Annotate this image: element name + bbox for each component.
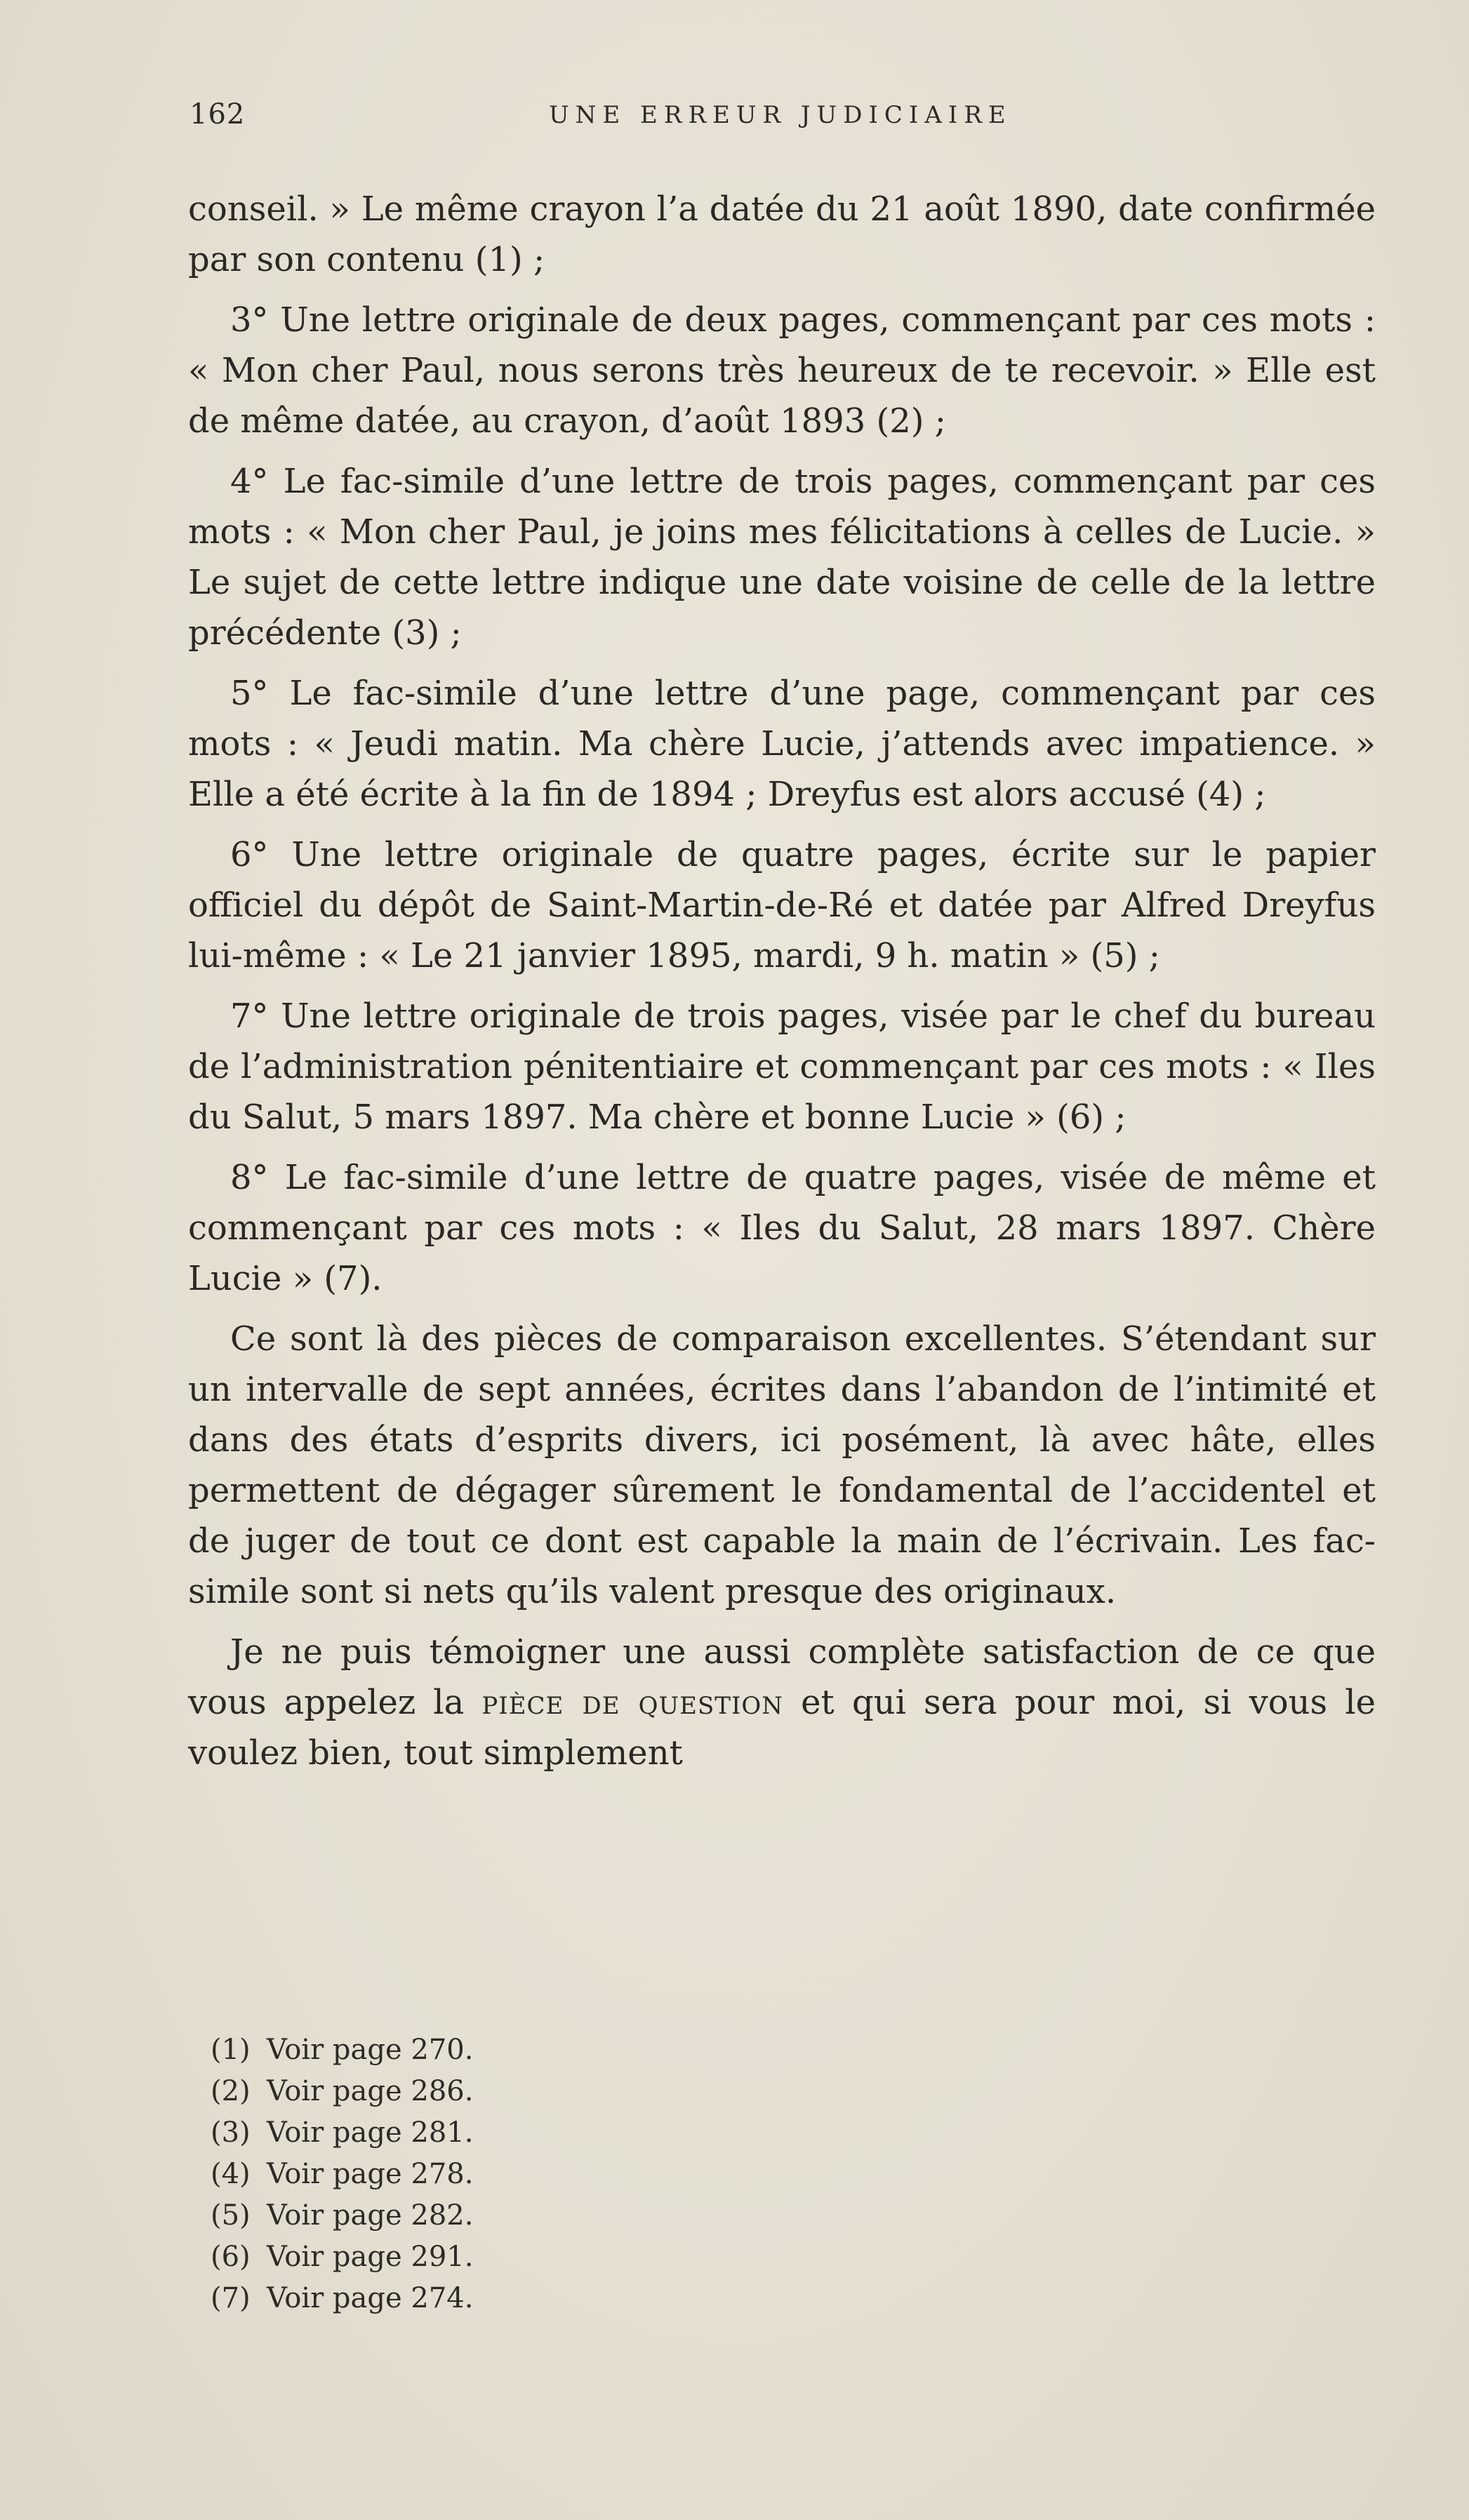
footnote: [211, 2278, 473, 2319]
footnote: [211, 2154, 473, 2195]
paragraph-item-5: 5° Le fac-simile d’une lettre d’une page, commençant par ces mots : « Jeudi matin. Ma chère Lucie, j’attends avec impatience. » Elle a été écrite à la fin de 1894 ; Dreyfus est alors accusé (4) ;: [188, 674, 1376, 814]
page-header: [190, 98, 1383, 140]
footnote-number: (7): [211, 2282, 251, 2314]
paragraph-1: conseil. » Le même crayon l’a datée du 21 août 1890, date confirmée par son contenu (1) ;: [188, 189, 1376, 279]
footnote-number: (3): [211, 2116, 251, 2149]
footnote-number: (1): [211, 2034, 251, 2066]
paragraph-item-3: 3° Une lettre originale de deux pages, commençant par ces mots : « Mon cher Paul, nous serons très heureux de te recevoir. » Elle est de même datée, au crayon, d’août 1893 (2) ;: [188, 300, 1376, 441]
footnote-number: (5): [211, 2199, 251, 2232]
paragraph-text-start: Je ne puis témoigner une aussi complète satisfaction de ce que vous appelez la: [188, 1632, 1376, 1722]
page-number: 162: [190, 98, 246, 131]
footnote-text: Voir page 270.: [267, 2034, 474, 2066]
footnote-text: Voir page 291.: [267, 2241, 474, 2273]
footnote-text: Voir page 281.: [267, 2116, 474, 2149]
paragraph-text-end: et qui sera pour moi, si vous le voulez bien, tout simplement: [188, 1683, 1376, 1773]
paragraph-comparison: Ce sont là des pièces de comparaison excellentes. S’étendant sur un intervalle de sept années, écrites dans l’abandon de l’intimité et dans des états d’esprits divers, ici posément, là avec hâte, elles permettent de dégager sûrement le fondamental de l’accidentel et de juger de tout ce dont est capable la main de l’écrivain. Les fac-simile sont si nets qu’ils valent presque des originaux.: [188, 1319, 1376, 1611]
paragraph-item-8: 8° Le fac-simile d’une lettre de quatre pages, visée de même et commençant par ces mots : « Iles du Salut, 28 mars 1897. Chère Lucie » (7).: [188, 1158, 1376, 1298]
footnotes: [211, 2029, 473, 2319]
footnote-text: Voir page 278.: [267, 2158, 474, 2190]
footnote-number: (2): [211, 2075, 251, 2107]
footnote-number: (4): [211, 2158, 251, 2190]
footnote: [211, 2071, 473, 2112]
running-title: UNE ERREUR JUDICIAIRE: [549, 101, 1012, 129]
paragraph-item-4: 4° Le fac-simile d’une lettre de trois pages, commençant par ces mots : « Mon cher Paul, je joins mes félicitations à celles de Lucie. » Le sujet de cette lettre indique une date voisine de celle de la lettre précédente (3) ;: [188, 462, 1376, 653]
footnote: [211, 2236, 473, 2278]
footnote: [211, 2195, 473, 2236]
footnote: [211, 2112, 473, 2154]
footnote-text: Voir page 286.: [267, 2075, 474, 2107]
body-text: [188, 184, 1376, 1788]
footnote-text: Voir page 282.: [267, 2199, 474, 2232]
footnote-text: Voir page 274.: [267, 2282, 474, 2314]
small-caps-term: pièce de question: [481, 1683, 784, 1722]
paragraph-item-6: 6° Une lettre originale de quatre pages, écrite sur le papier officiel du dépôt de Saint-Martin-de-Ré et datée par Alfred Dreyfus lui-même : « Le 21 janvier 1895, mardi, 9 h. matin » (5) ;: [188, 835, 1376, 975]
paragraph-piece-de-question: [188, 1627, 1376, 1778]
footnote: [211, 2029, 473, 2071]
footnote-number: (6): [211, 2241, 251, 2273]
paragraph-item-7: 7° Une lettre originale de trois pages, visée par le chef du bureau de l’administration pénitentiaire et commençant par ces mots : « Iles du Salut, 5 mars 1897. Ma chère et bonne Lucie » (6) ;: [188, 996, 1376, 1137]
